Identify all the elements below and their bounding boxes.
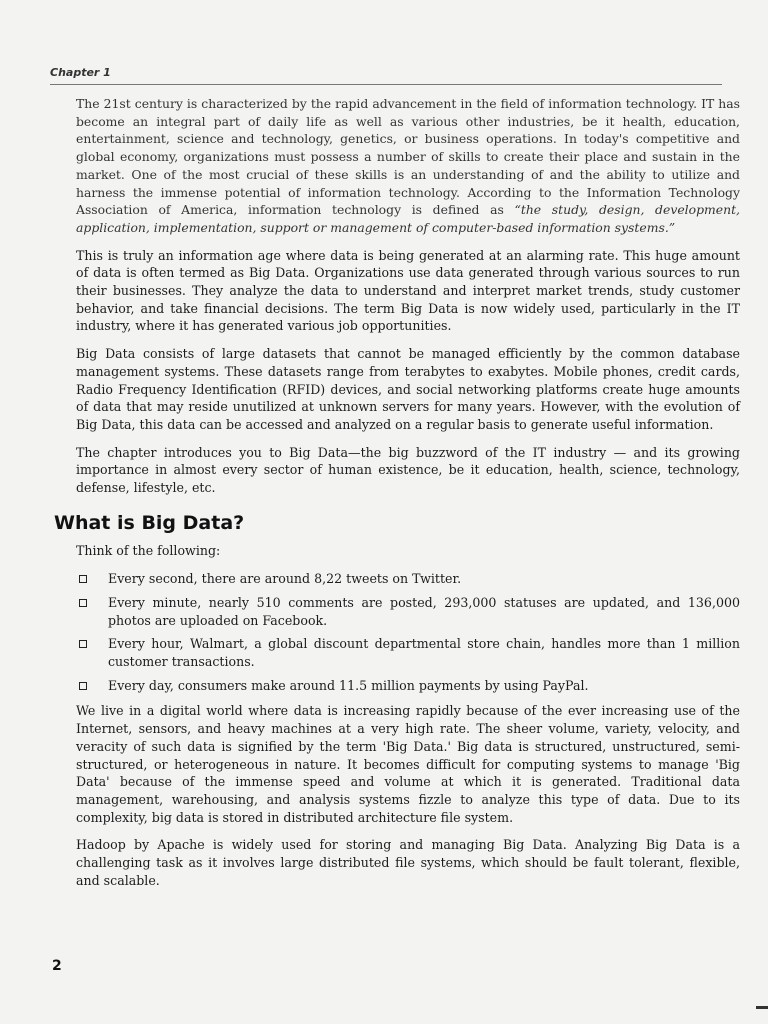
paragraph-hadoop: Hadoop by Apache is widely used for storing and managing Big Data. Analyzing Big Data is a challenging task as it involves large distributed file systems, which should be fault tolerant, flexible, and scalable. bbox=[76, 837, 740, 888]
page-number: 2 bbox=[52, 958, 62, 974]
chapter-label: Chapter 1 bbox=[50, 66, 111, 79]
paragraph-big-data-datasets: Big Data consists of large datasets that cannot be managed efficiently by the common database management systems. These datasets range from terabytes to exabytes. Mobile phones, credit cards, Radio Frequency Identification (RFID) devices, and social networking platforms create huge amounts of data that may reside unutilized at unknown servers for many years. However, with the evolution of Big Data, this data can be accessed and analyzed on a regular basis to generate useful information. bbox=[76, 346, 740, 432]
fact-list bbox=[76, 570, 740, 694]
checkbox-bullet-icon bbox=[79, 575, 87, 583]
list-item bbox=[76, 594, 740, 629]
list-item bbox=[76, 635, 740, 670]
header-rule bbox=[50, 84, 722, 85]
page-body bbox=[54, 95, 740, 899]
checkbox-bullet-icon bbox=[79, 599, 87, 607]
intro-paragraph-text: The 21st century is characterized by the rapid advancement in the field of information technology. IT has become an integral part of daily life as well as various other industries, be it health, education, entertainment, science and technology, genetics, or business operations. In today's competitive and global economy, organizations must possess a number of skills to create their place and sustain in the market. One of the most crucial of these skills is an understanding of and the ability to utilize and harness the immense potential of information technology. According to the Information Technology Association of America, information technology is defined as bbox=[76, 96, 740, 218]
paragraph-information-age: This is truly an information age where data is being generated at an alarming rate. This huge amount of data is often termed as Big Data. Organizations use data generated through various sources to run their businesses. They analyze the data to understand and interpret market trends, study customer behavior, and take financial decisions. The term Big Data is now widely used, particularly in the IT industry, where it has generated various job opportunities. bbox=[76, 247, 740, 334]
bullets-intro: Think of the following: bbox=[76, 543, 221, 559]
intro-paragraph bbox=[76, 95, 740, 237]
list-item-text: Every hour, Walmart, a global discount departmental store chain, handles more than 1 million customer transactions. bbox=[108, 636, 740, 669]
checkbox-bullet-icon bbox=[79, 682, 87, 690]
paragraph-chapter-overview: The chapter introduces you to Big Data—the big buzzword of the IT industry — and its growing importance in almost every sector of human existence, be it education, health, science, technology, defense, lifestyle, etc. bbox=[76, 444, 740, 496]
section-heading: What is Big Data? bbox=[54, 511, 245, 534]
scan-corner-mark bbox=[756, 1006, 768, 1009]
list-item bbox=[76, 677, 740, 695]
list-item-text: Every minute, nearly 510 comments are posted, 293,000 statuses are updated, and 136,000 photos are uploaded on Facebook. bbox=[108, 594, 740, 628]
checkbox-bullet-icon bbox=[79, 640, 87, 648]
list-item-text: Every day, consumers make around 11.5 million payments by using PayPal. bbox=[108, 677, 589, 693]
itaa-definition-quote: “the study, design, development, application, implementation, support or management of computer-based information systems.” bbox=[76, 202, 740, 235]
paragraph-digital-world: We live in a digital world where data is increasing rapidly because of the ever increasing use of the Internet, sensors, and heavy machines at a very high rate. The sheer volume, variety, velocity, and veracity of such data is signified by the term 'Big Data.' Big data is structured, unstructured, semi-structured, or heterogeneous in nature. It becomes difficult for computing systems to manage 'Big Data' because of the immense speed and volume at which it is generated. Traditional data management, warehousing, and analysis systems fizzle to analyze this type of data. Due to its complexity, big data is stored in distributed architecture file system. bbox=[76, 703, 740, 825]
list-item-text: Every second, there are around 8,22 tweets on Twitter. bbox=[108, 571, 462, 587]
list-item bbox=[76, 570, 740, 588]
